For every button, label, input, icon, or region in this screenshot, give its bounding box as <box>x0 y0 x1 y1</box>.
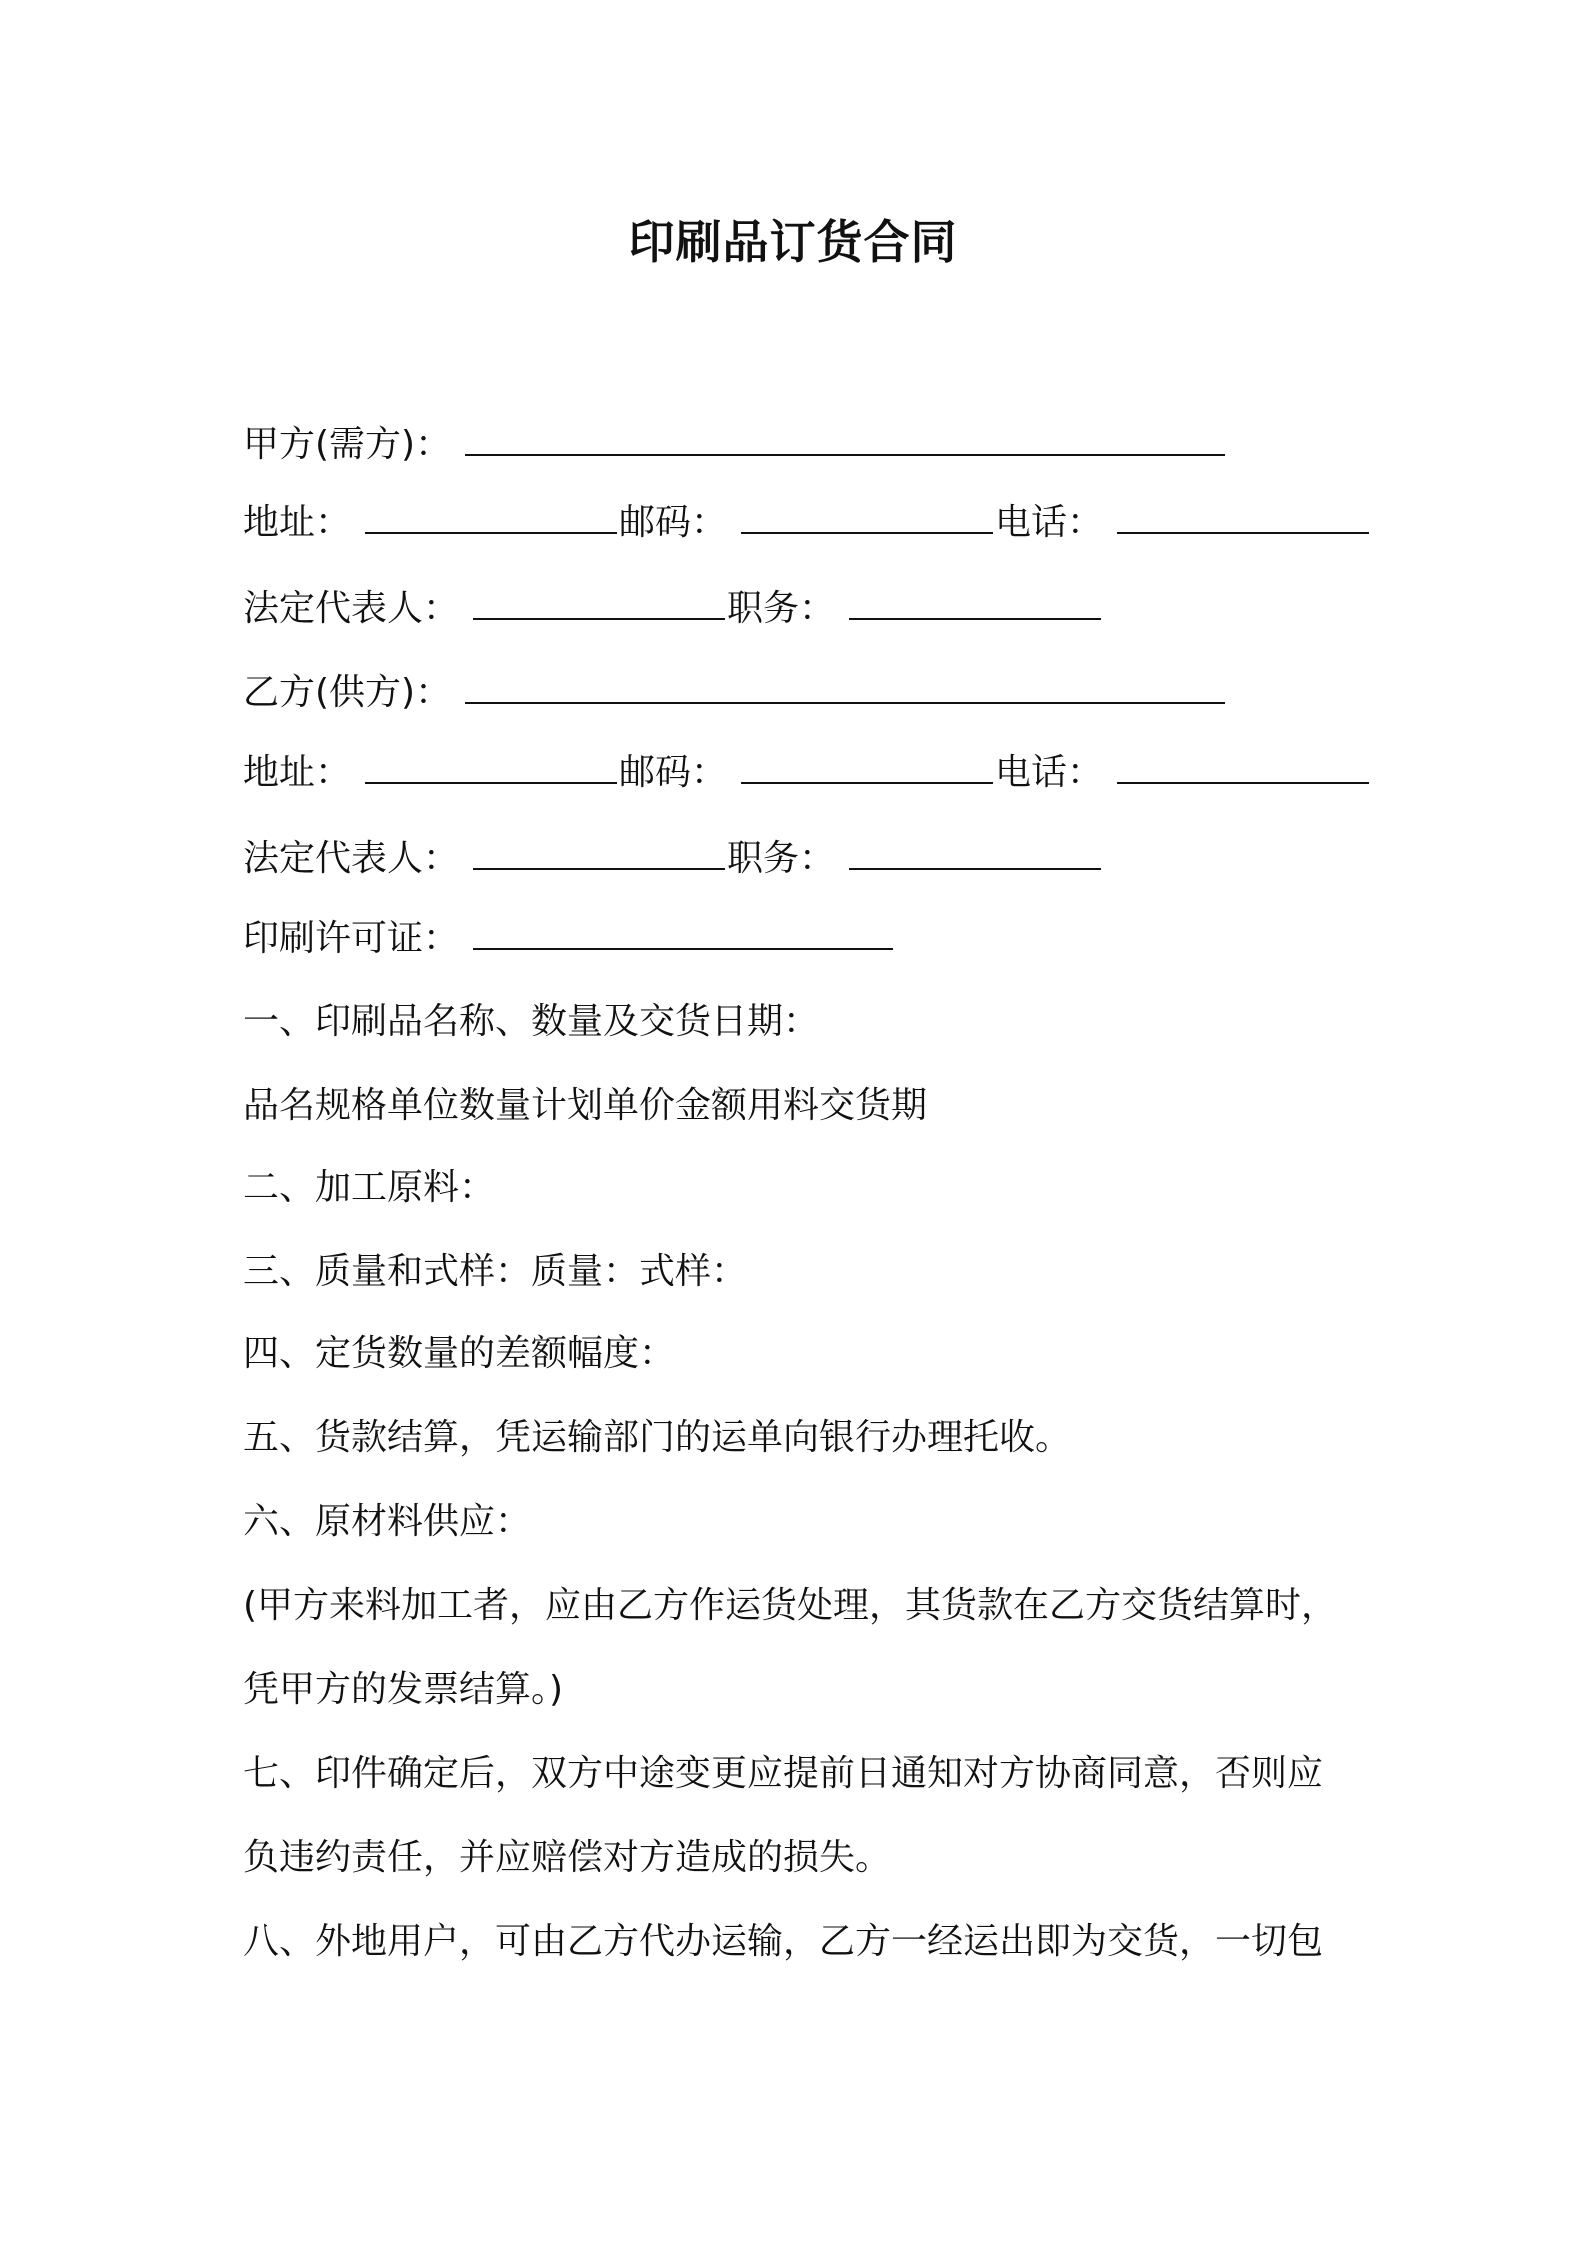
party-b-label: 乙方(供方)： <box>243 672 452 713</box>
party-a-name-blank <box>465 420 1225 456</box>
party-a-postcode-label: 邮码： <box>619 502 728 543</box>
clause-7-text-line-2: 负违约责任，并应赔偿对方造成的损失。 <box>243 1837 892 1878</box>
party-a-legal-rep-blank <box>473 584 725 620</box>
clause-7-text-line-1: 七、印件确定后，双方中途变更应提前日通知对方协商同意，否则应 <box>243 1753 1324 1794</box>
party-a-phone-label: 电话： <box>995 502 1104 543</box>
party-a-postcode-blank <box>741 498 993 534</box>
clause-2-heading: 二、加工原料： <box>243 1167 496 1208</box>
party-b-position-label: 职务： <box>727 838 836 879</box>
party-a-position-blank <box>849 584 1101 620</box>
party-b-address-blank <box>365 748 617 784</box>
party-b-position-blank <box>849 834 1101 870</box>
clause-8-text-line-1: 八、外地用户，可由乙方代办运输，乙方一经运出即为交货，一切包 <box>243 1921 1324 1962</box>
clause-1-table-header: 品名规格单位数量计划单价金额用料交货期 <box>243 1085 928 1126</box>
clause-6-heading: 六、原材料供应： <box>243 1501 532 1542</box>
party-a-label: 甲方(需方)： <box>243 424 452 465</box>
party-a-address-blank <box>365 498 617 534</box>
party-a-line <box>243 420 1227 469</box>
party-b-address-label: 地址： <box>243 752 352 793</box>
party-b-postcode-blank <box>741 748 993 784</box>
party-b-contact-line <box>243 748 1371 797</box>
party-b-postcode-label: 邮码： <box>619 752 728 793</box>
party-a-address-label: 地址： <box>243 502 352 543</box>
clause-6-text-line-2: 凭甲方的发票结算。) <box>243 1669 564 1710</box>
document-title: 印刷品订货合同 <box>628 215 958 269</box>
party-a-phone-blank <box>1117 498 1369 534</box>
party-b-legal-rep-blank <box>473 834 725 870</box>
party-b-legal-rep-label: 法定代表人： <box>243 838 460 879</box>
clause-6-text-line-1: (甲方来料加工者，应由乙方作运货处理，其货款在乙方交货结算时， <box>243 1585 1338 1626</box>
party-a-position-label: 职务： <box>727 588 836 629</box>
party-b-phone-label: 电话： <box>995 752 1104 793</box>
clause-1-heading: 一、印刷品名称、数量及交货日期： <box>243 1001 820 1042</box>
party-b-name-blank <box>465 668 1225 704</box>
party-a-rep-line <box>243 584 1103 633</box>
party-b-phone-blank <box>1117 748 1369 784</box>
clause-5-text: 五、货款结算，凭运输部门的运单向银行办理托收。 <box>243 1417 1072 1458</box>
party-a-contact-line <box>243 498 1371 547</box>
clause-4-heading: 四、定货数量的差额幅度： <box>243 1333 676 1374</box>
party-b-rep-line <box>243 834 1103 883</box>
party-b-line <box>243 668 1227 717</box>
party-b-license-label: 印刷许可证： <box>243 918 460 959</box>
party-b-license-line <box>243 914 895 963</box>
party-b-license-blank <box>473 914 893 950</box>
party-a-legal-rep-label: 法定代表人： <box>243 588 460 629</box>
clause-3-heading: 三、质量和式样：质量：式样： <box>243 1251 748 1292</box>
